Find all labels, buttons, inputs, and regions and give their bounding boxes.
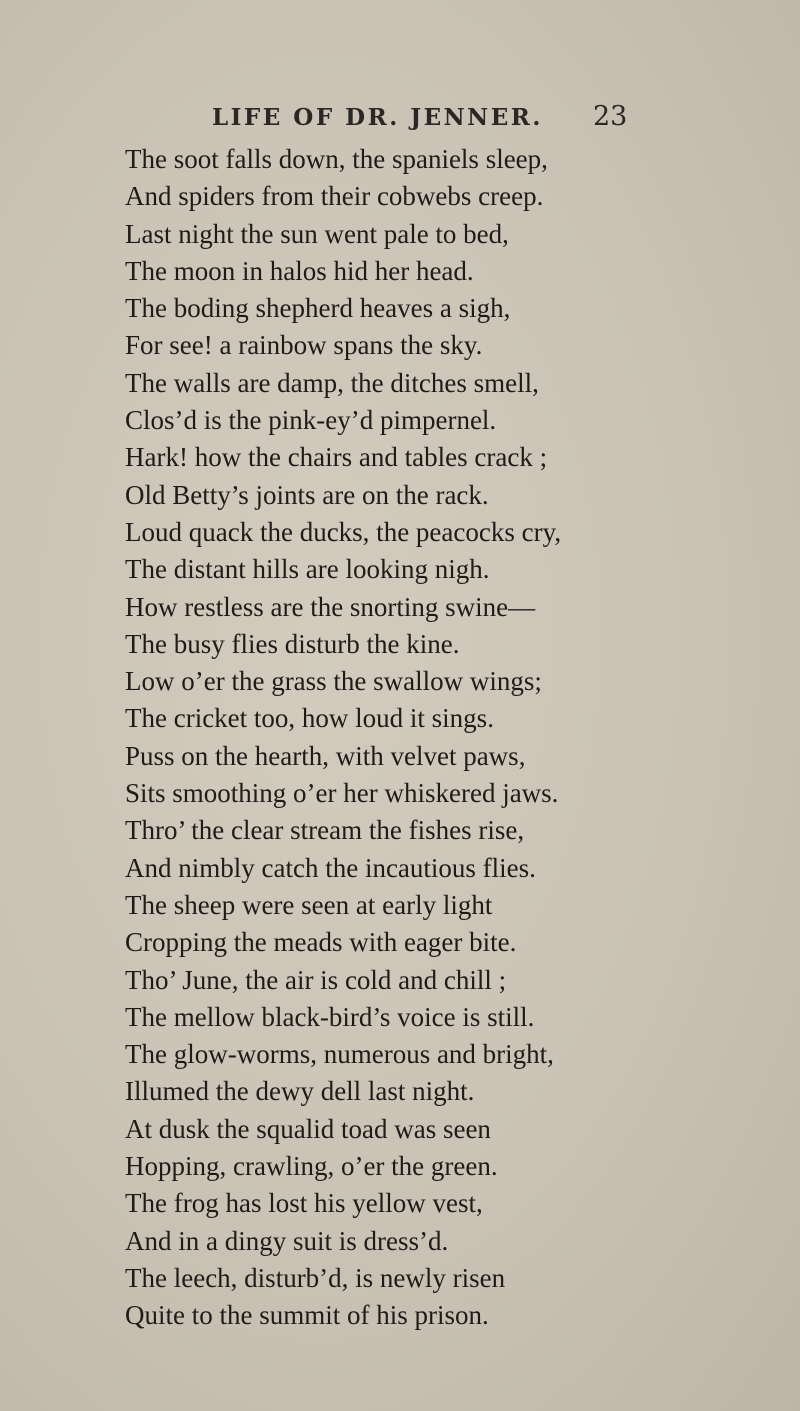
poem-line: Hopping, crawling, o’er the green. — [125, 1151, 498, 1182]
poem-line: The cricket too, how loud it sings. — [125, 703, 494, 734]
poem-line: Illumed the dewy dell last night. — [125, 1076, 475, 1107]
poem-line: The boding shepherd heaves a sigh, — [125, 293, 511, 324]
poem-line: For see! a rainbow spans the sky. — [125, 330, 483, 361]
poem-line: And nimbly catch the incautious flies. — [125, 852, 536, 883]
poem-line: Tho’ June, the air is cold and chill ; — [125, 964, 507, 995]
poem-line: The soot falls down, the spaniels sleep, — [125, 144, 548, 174]
poem-line: Sits smoothing o’er her whiskered jaws. — [125, 778, 559, 809]
poem-line: The busy flies disturb the kine. — [125, 628, 460, 659]
poem-line: Thro’ the clear stream the fishes rise, — [125, 815, 525, 846]
poem-line: The leech, disturb’d, is newly risen — [125, 1262, 506, 1293]
poem-line: Last night the sun went pale to bed, — [125, 218, 509, 249]
poem-line: The sheep were seen at early light — [125, 889, 493, 920]
poem-line: Low o’er the grass the swallow wings; — [125, 666, 542, 697]
poem-line: The frog has lost his yellow vest, — [125, 1188, 483, 1219]
poem-line: The walls are damp, the ditches smell, — [125, 367, 539, 398]
poem-line: How restless are the snorting swine— — [125, 591, 536, 622]
poem-stanza — [125, 141, 765, 1335]
poem-line: Clos’d is the pink-ey’d pimpernel. — [125, 405, 497, 436]
poem-line: The glow-worms, numerous and bright, — [125, 1039, 554, 1070]
poem-line: The moon in halos hid her head. — [125, 255, 474, 286]
poem-line: Cropping the meads with eager bite. — [125, 927, 517, 958]
poem-line: Loud quack the ducks, the peacocks cry, — [125, 516, 562, 547]
poem-line: And in a dingy suit is dress’d. — [125, 1225, 449, 1256]
poem-line: Puss on the hearth, with velvet paws, — [125, 740, 526, 771]
poem-line: Quite to the summit of his prison. — [125, 1300, 489, 1331]
poem-line: At dusk the squalid toad was seen — [125, 1113, 491, 1144]
poem-line: Hark! how the chairs and tables crack ; — [125, 442, 548, 473]
poem-line: Old Betty’s joints are on the rack. — [125, 479, 489, 510]
running-title: LIFE OF DR. JENNER. — [212, 104, 543, 131]
poem-line: The mellow black-bird’s voice is still. — [125, 1001, 535, 1032]
poem-line: And spiders from their cobwebs creep. — [125, 181, 544, 212]
poem-line: The distant hills are looking nigh. — [125, 554, 490, 585]
page-number: 23 — [593, 101, 628, 132]
